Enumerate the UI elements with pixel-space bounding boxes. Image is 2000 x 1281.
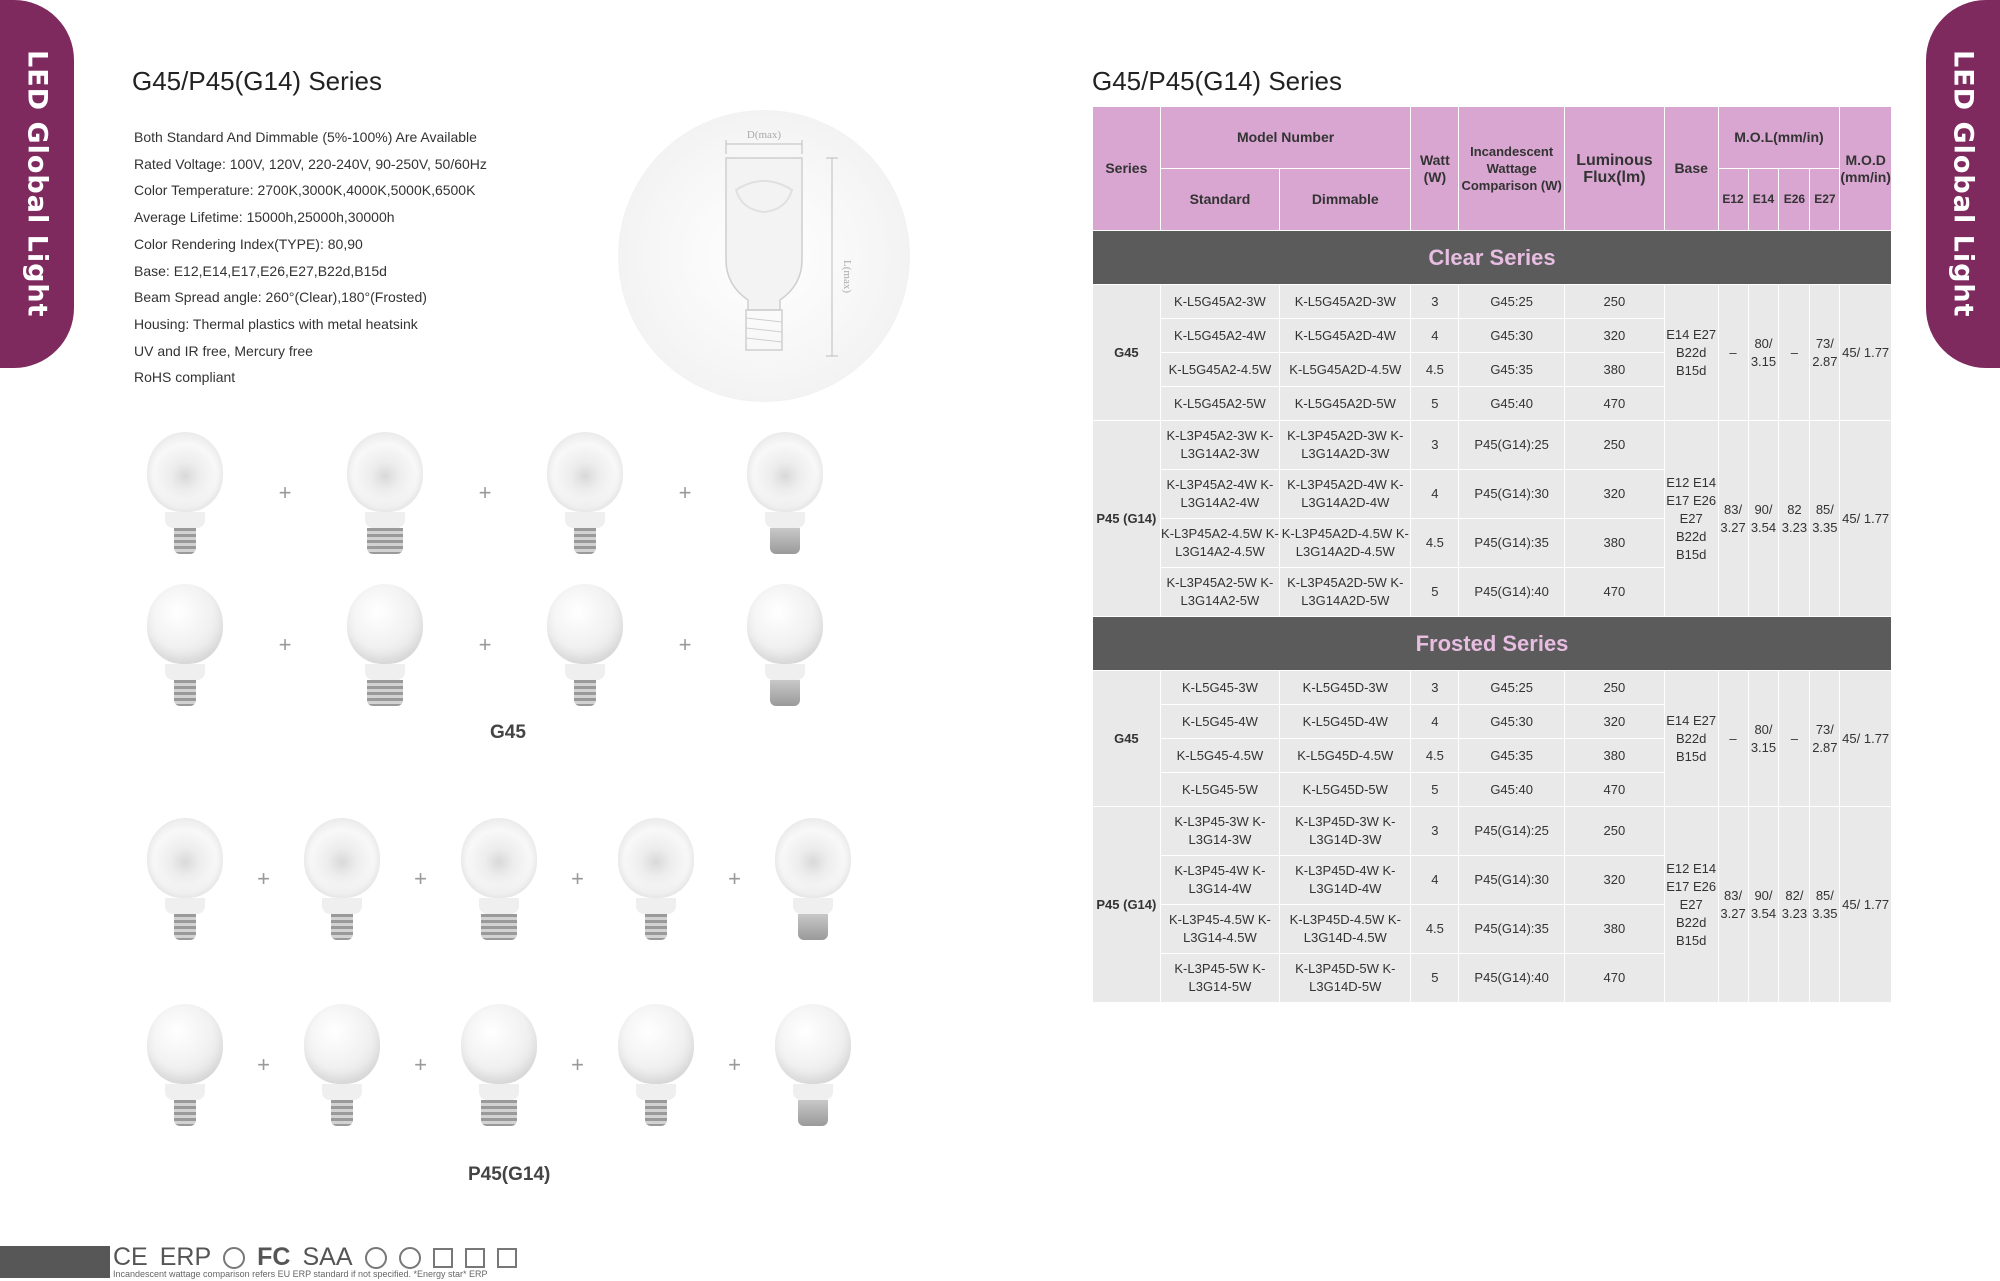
spec-item: Color Rendering Index(TYPE): 80,90: [134, 235, 363, 252]
bulb-image: [297, 1004, 387, 1126]
table-cell-dimmable: K-L3P45D-4.5W K-L3G14D-4.5W: [1280, 905, 1411, 954]
header-dimmable: Dimmable: [1280, 169, 1411, 231]
table-cell-watt: 3: [1411, 671, 1459, 705]
plus-icon: +: [571, 866, 584, 891]
plus-icon: +: [728, 866, 741, 891]
table-cell-mol-e26: –: [1779, 285, 1810, 421]
table-cell-mol-e14: 90/ 3.54: [1748, 807, 1779, 1003]
table-cell-flux: 470: [1565, 773, 1665, 807]
table-cell-standard: K-L5G45-3W: [1160, 671, 1279, 705]
table-cell-base: E12 E14 E17 E26 E27 B22d B15d: [1664, 807, 1718, 1003]
table-cell-mol-e26: 82 3.23: [1779, 421, 1810, 617]
table-cell-dimmable: K-L5G45D-3W: [1280, 671, 1411, 705]
header-incandescent: Incandescent Wattage Comparison (W): [1459, 107, 1565, 231]
table-cell-incandescent: G45:40: [1459, 387, 1565, 421]
bulb-image: [740, 584, 830, 706]
table-cell-watt: 4.5: [1411, 739, 1459, 773]
plus-icon: +: [414, 1052, 427, 1077]
weee-bin-icon: [465, 1248, 485, 1268]
table-cell-dimmable: K-L5G45D-5W: [1280, 773, 1411, 807]
table-cell-mol-e14: 80/ 3.15: [1748, 671, 1779, 807]
spec-item: Color Temperature: 2700K,3000K,4000K,5000K,6500K: [134, 182, 476, 199]
table-cell-dimmable: K-L3P45D-5W K-L3G14D-5W: [1280, 954, 1411, 1003]
table-cell-dimmable: K-L5G45A2D-5W: [1280, 387, 1411, 421]
series-cell: P45 (G14): [1093, 421, 1161, 617]
table-cell-dimmable: K-L5G45D-4W: [1280, 705, 1411, 739]
table-cell-dimmable: K-L3P45D-3W K-L3G14D-3W: [1280, 807, 1411, 856]
table-cell-dimmable: K-L3P45A2D-3W K-L3G14A2D-3W: [1280, 421, 1411, 470]
table-cell-standard: K-L3P45-5W K-L3G14-5W: [1160, 954, 1279, 1003]
table-cell-standard: K-L5G45A2-5W: [1160, 387, 1279, 421]
bulb-image: [340, 432, 430, 554]
plus-icon: +: [278, 632, 292, 657]
bulb-image: [297, 818, 387, 940]
spec-item: Beam Spread angle: 260°(Clear),180°(Frosted): [134, 289, 427, 306]
plus-icon: +: [478, 480, 492, 505]
bulb-image: [140, 1004, 230, 1126]
table-cell-incandescent: P45(G14):25: [1459, 421, 1565, 470]
bulb-image: [140, 818, 230, 940]
table-cell-standard: K-L3P45-4W K-L3G14-4W: [1160, 856, 1279, 905]
table-cell-flux: 380: [1565, 519, 1665, 568]
table-cell-standard: K-L3P45-4.5W K-L3G14-4.5W: [1160, 905, 1279, 954]
series-cell: P45 (G14): [1093, 807, 1161, 1003]
plus-icon: +: [414, 866, 427, 891]
spec-item: UV and IR free, Mercury free: [134, 342, 313, 359]
table-cell-watt: 4: [1411, 319, 1459, 353]
table-cell-incandescent: P45(G14):30: [1459, 856, 1565, 905]
header-base: Base: [1664, 107, 1718, 231]
header-mol-e12: E12: [1718, 169, 1748, 231]
table-cell-watt: 4: [1411, 705, 1459, 739]
spec-item: Base: E12,E14,E17,E26,E27,B22d,B15d: [134, 262, 387, 279]
page-title-right: G45/P45(G14) Series: [1092, 66, 1343, 96]
side-tab-right: [1926, 0, 2000, 368]
table-cell-standard: K-L5G45A2-4W: [1160, 319, 1279, 353]
table-cell-mol-e12: 83/ 3.27: [1718, 807, 1748, 1003]
table-cell-mol-e27: 85/ 3.35: [1810, 807, 1840, 1003]
table-cell-flux: 250: [1565, 807, 1665, 856]
plus-icon: +: [478, 632, 492, 657]
table-cell-standard: K-L3P45A2-3W K-L3G14A2-3W: [1160, 421, 1279, 470]
table-cell-flux: 470: [1565, 954, 1665, 1003]
table-cell-mod: 45/ 1.77: [1840, 421, 1892, 617]
plus-icon: +: [728, 1052, 741, 1077]
table-cell-flux: 380: [1565, 353, 1665, 387]
spec-list: [134, 124, 487, 391]
series-cell: G45: [1093, 671, 1161, 807]
table-cell-mol-e26: –: [1779, 671, 1810, 807]
ce-logo: CE: [113, 1243, 148, 1271]
table-cell-mol-e27: 73/ 2.87: [1810, 671, 1840, 807]
group-label-p45: P45(G14): [468, 1164, 551, 1185]
header-mod: M.O.D (mm/in): [1840, 107, 1892, 231]
bulb-image: [454, 1004, 544, 1126]
plus-icon: +: [278, 480, 292, 505]
group-label-g45: G45: [490, 722, 526, 743]
header-flux: Luminous Flux(lm): [1565, 107, 1665, 231]
g45-frosted-row: [140, 584, 830, 706]
erp-logo: ERP: [159, 1243, 212, 1271]
table-cell-mod: 45/ 1.77: [1840, 671, 1892, 807]
table-cell-dimmable: K-L3P45D-4W K-L3G14D-4W: [1280, 856, 1411, 905]
dim-top-label: D(max): [746, 129, 782, 141]
p45-frosted-row: [140, 1004, 858, 1126]
table-cell-standard: K-L5G45-5W: [1160, 773, 1279, 807]
table-cell-standard: K-L3P45A2-5W K-L3G14A2-5W: [1160, 568, 1279, 617]
table-cell-standard: K-L5G45-4.5W: [1160, 739, 1279, 773]
fc-logo: FC: [257, 1243, 291, 1271]
bulb-image: [768, 1004, 858, 1126]
header-model-number: Model Number: [1160, 107, 1411, 169]
table-cell-flux: 380: [1565, 905, 1665, 954]
plus-icon: +: [571, 1052, 584, 1077]
table-cell-flux: 320: [1565, 705, 1665, 739]
header-watt: Watt (W): [1411, 107, 1459, 231]
table-cell-flux: 320: [1565, 319, 1665, 353]
table-cell-mol-e27: 73/ 2.87: [1810, 285, 1840, 421]
table-cell-standard: K-L5G45A2-4.5W: [1160, 353, 1279, 387]
bulb-image: [340, 584, 430, 706]
table-cell-mol-e26: 82/ 3.23: [1779, 807, 1810, 1003]
bulb-image: [140, 584, 230, 706]
table-cell-incandescent: G45:35: [1459, 353, 1565, 387]
bulb-image: [540, 584, 630, 706]
bulb-image: [140, 432, 230, 554]
table-cell-watt: 4.5: [1411, 905, 1459, 954]
pse-mark-icon: [365, 1247, 387, 1269]
table-cell-watt: 4: [1411, 470, 1459, 519]
table-cell-dimmable: K-L3P45A2D-4W K-L3G14A2D-4W: [1280, 470, 1411, 519]
side-tab-label: LED Global Light: [1947, 50, 1979, 318]
spec-item: RoHS compliant: [134, 369, 236, 386]
table-cell-mol-e27: 85/ 3.35: [1810, 421, 1840, 617]
table-cell-dimmable: K-L5G45A2D-4W: [1280, 319, 1411, 353]
table-cell-standard: K-L5G45-4W: [1160, 705, 1279, 739]
table-cell-watt: 4: [1411, 856, 1459, 905]
side-tab-label: LED Global Light: [21, 50, 53, 318]
header-mol-e14: E14: [1748, 169, 1779, 231]
bulb-image: [611, 818, 701, 940]
table-cell-dimmable: K-L5G45A2D-4.5W: [1280, 353, 1411, 387]
table-cell-flux: 380: [1565, 739, 1665, 773]
table-cell-incandescent: G45:25: [1459, 671, 1565, 705]
table-cell-standard: K-L3P45A2-4W K-L3G14A2-4W: [1160, 470, 1279, 519]
table-cell-watt: 3: [1411, 421, 1459, 470]
table-cell-incandescent: P45(G14):25: [1459, 807, 1565, 856]
table-cell-watt: 5: [1411, 954, 1459, 1003]
table-cell-incandescent: P45(G14):30: [1459, 470, 1565, 519]
table-cell-standard: K-L5G45A2-3W: [1160, 285, 1279, 319]
bulb-image: [454, 818, 544, 940]
table-cell-flux: 470: [1565, 568, 1665, 617]
table-cell-base: E14 E27 B22d B15d: [1664, 671, 1718, 807]
bulb-image: [768, 818, 858, 940]
g45-clear-row: [140, 432, 830, 554]
table-cell-base: E12 E14 E17 E26 E27 B22d B15d: [1664, 421, 1718, 617]
spec-item: Both Standard And Dimmable (5%-100%) Are Available: [134, 129, 477, 145]
table-cell-dimmable: K-L5G45A2D-3W: [1280, 285, 1411, 319]
series-cell: G45: [1093, 285, 1161, 421]
table-cell-dimmable: K-L5G45D-4.5W: [1280, 739, 1411, 773]
table-cell-flux: 320: [1565, 470, 1665, 519]
spec-table: [1092, 106, 1892, 1003]
table-cell-flux: 470: [1565, 387, 1665, 421]
bulb-outline-icon: [618, 110, 910, 402]
table-cell-incandescent: G45:30: [1459, 319, 1565, 353]
table-cell-incandescent: P45(G14):40: [1459, 568, 1565, 617]
table-cell-watt: 3: [1411, 807, 1459, 856]
table-cell-mod: 45/ 1.77: [1840, 807, 1892, 1003]
table-cell-incandescent: G45:25: [1459, 285, 1565, 319]
bulb-image: [740, 432, 830, 554]
plus-icon: +: [678, 480, 692, 505]
energy-star-icon: [433, 1248, 453, 1268]
jab-mark-icon: [497, 1248, 517, 1268]
plus-icon: +: [678, 632, 692, 657]
spec-item: Average Lifetime: 15000h,25000h,30000h: [134, 209, 395, 226]
table-cell-mol-e14: 80/ 3.15: [1748, 285, 1779, 421]
gs-mark-icon: [223, 1247, 245, 1269]
table-cell-dimmable: K-L3P45A2D-5W K-L3G14A2D-5W: [1280, 568, 1411, 617]
table-cell-watt: 3: [1411, 285, 1459, 319]
table-cell-watt: 5: [1411, 387, 1459, 421]
footer-bar: [0, 1246, 110, 1278]
page-title-left: G45/P45(G14) Series: [132, 66, 383, 96]
table-cell-incandescent: P45(G14):35: [1459, 905, 1565, 954]
table-cell-mol-e12: –: [1718, 671, 1748, 807]
spec-item: Housing: Thermal plastics with metal heatsink: [134, 315, 418, 332]
plus-icon: +: [257, 866, 270, 891]
table-cell-dimmable: K-L3P45A2D-4.5W K-L3G14A2D-4.5W: [1280, 519, 1411, 568]
table-cell-standard: K-L3P45-3W K-L3G14-3W: [1160, 807, 1279, 856]
bulb-image: [540, 432, 630, 554]
table-cell-watt: 4.5: [1411, 353, 1459, 387]
table-cell-watt: 4.5: [1411, 519, 1459, 568]
header-series: Series: [1093, 107, 1161, 231]
clear-series-banner: Clear Series: [1093, 231, 1892, 285]
header-mol-e27: E27: [1810, 169, 1840, 231]
table-cell-standard: K-L3P45A2-4.5W K-L3G14A2-4.5W: [1160, 519, 1279, 568]
table-cell-flux: 320: [1565, 856, 1665, 905]
table-cell-incandescent: P45(G14):40: [1459, 954, 1565, 1003]
side-tab-left: [0, 0, 74, 368]
dimension-drawing: [618, 110, 910, 402]
dim-side-label: L(max): [841, 260, 853, 293]
frosted-series-banner: Frosted Series: [1093, 617, 1892, 671]
table-cell-mol-e12: 83/ 3.27: [1718, 421, 1748, 617]
table-cell-incandescent: G45:30: [1459, 705, 1565, 739]
bulb-image: [611, 1004, 701, 1126]
rohs-leaf-icon: [399, 1247, 421, 1269]
table-cell-mol-e14: 90/ 3.54: [1748, 421, 1779, 617]
spec-item: Rated Voltage: 100V, 120V, 220-240V, 90-250V, 50/60Hz: [134, 155, 487, 172]
p45-clear-row: [140, 818, 858, 940]
header-mol: M.O.L(mm/in): [1718, 107, 1840, 169]
table-cell-mol-e12: –: [1718, 285, 1748, 421]
table-cell-watt: 5: [1411, 568, 1459, 617]
table-cell-incandescent: G45:35: [1459, 739, 1565, 773]
saa-logo: SAA: [302, 1243, 353, 1271]
table-cell-base: E14 E27 B22d B15d: [1664, 285, 1718, 421]
header-mol-e26: E26: [1779, 169, 1810, 231]
table-cell-mod: 45/ 1.77: [1840, 285, 1892, 421]
header-standard: Standard: [1160, 169, 1279, 231]
table-cell-incandescent: G45:40: [1459, 773, 1565, 807]
table-cell-flux: 250: [1565, 671, 1665, 705]
footnote: Incandescent wattage comparison refers EU ERP standard if not specified. *Energy star* ERP: [113, 1269, 488, 1279]
table-cell-incandescent: P45(G14):35: [1459, 519, 1565, 568]
table-cell-flux: 250: [1565, 421, 1665, 470]
table-cell-flux: 250: [1565, 285, 1665, 319]
table-cell-watt: 5: [1411, 773, 1459, 807]
certification-logos: [113, 1243, 517, 1272]
plus-icon: +: [257, 1052, 270, 1077]
